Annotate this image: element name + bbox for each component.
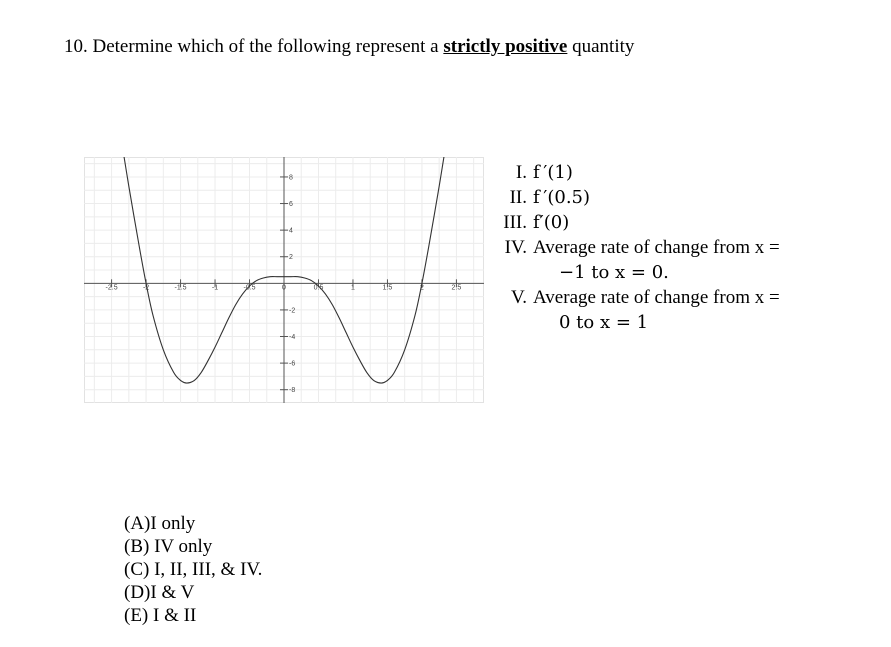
option-iv-text: Average rate of change from x = bbox=[533, 237, 780, 258]
y-tick-label: 6 bbox=[289, 201, 293, 209]
y-tick-label: -4 bbox=[289, 334, 296, 342]
option-v-text: Average rate of change from x = bbox=[533, 287, 780, 308]
option-v bbox=[497, 285, 780, 310]
options-list bbox=[497, 160, 780, 335]
option-iii-numeral: III. bbox=[503, 212, 527, 233]
y-tick-label: -2 bbox=[289, 307, 296, 315]
option-ii-numeral: II. bbox=[509, 187, 527, 208]
x-tick-label: 1.5 bbox=[382, 284, 393, 292]
x-tick-label: -1 bbox=[211, 284, 219, 292]
x-tick-label: 2 bbox=[419, 284, 424, 292]
x-tick-label: -1.5 bbox=[174, 284, 187, 292]
question-emphasis: strictly positive bbox=[443, 36, 568, 57]
choice-e[interactable]: (E) I & II bbox=[124, 605, 197, 626]
x-tick-label: 0.5 bbox=[313, 284, 324, 292]
option-i-numeral: I. bbox=[515, 162, 527, 183]
x-tick-label: -0.5 bbox=[243, 284, 256, 292]
y-tick-label: -6 bbox=[289, 360, 296, 368]
choice-b[interactable]: (B) IV only bbox=[124, 536, 213, 557]
x-tick-label: 1 bbox=[351, 284, 355, 292]
answer-choices bbox=[124, 512, 262, 627]
option-i-text: f ′(1) bbox=[533, 162, 573, 183]
option-iii bbox=[497, 210, 780, 235]
choice-d[interactable]: (D)I & V bbox=[124, 582, 195, 603]
y-tick-label: 8 bbox=[289, 174, 293, 182]
function-graph bbox=[84, 157, 484, 403]
option-ii-text: f ′(0.5) bbox=[533, 187, 591, 208]
y-tick-label: 4 bbox=[289, 227, 293, 235]
x-tick-label: -2.5 bbox=[105, 284, 118, 292]
choice-c[interactable]: (C) I, II, III, & IV. bbox=[124, 559, 263, 580]
question-prefix: 10. Determine which of the following represent a bbox=[64, 36, 444, 57]
y-tick-label: 2 bbox=[289, 254, 293, 262]
option-i bbox=[497, 160, 780, 185]
option-v-continuation: 0 to x = 1 bbox=[559, 312, 649, 333]
question-text bbox=[64, 36, 634, 58]
option-ii bbox=[497, 185, 780, 210]
x-tick-label: 2.5 bbox=[451, 284, 462, 292]
option-iii-text: f′(0) bbox=[533, 212, 570, 233]
x-tick-label: 0 bbox=[282, 284, 286, 292]
x-tick-label: -2 bbox=[142, 284, 150, 292]
choice-a[interactable]: (A)I only bbox=[124, 513, 196, 534]
option-iv-continuation: −1 to x = 0. bbox=[559, 262, 669, 283]
option-iv-numeral: IV. bbox=[504, 237, 527, 258]
question-suffix: quantity bbox=[567, 36, 635, 57]
option-v-numeral: V. bbox=[510, 287, 527, 308]
y-tick-label: -8 bbox=[289, 387, 296, 395]
option-iv bbox=[497, 235, 780, 260]
